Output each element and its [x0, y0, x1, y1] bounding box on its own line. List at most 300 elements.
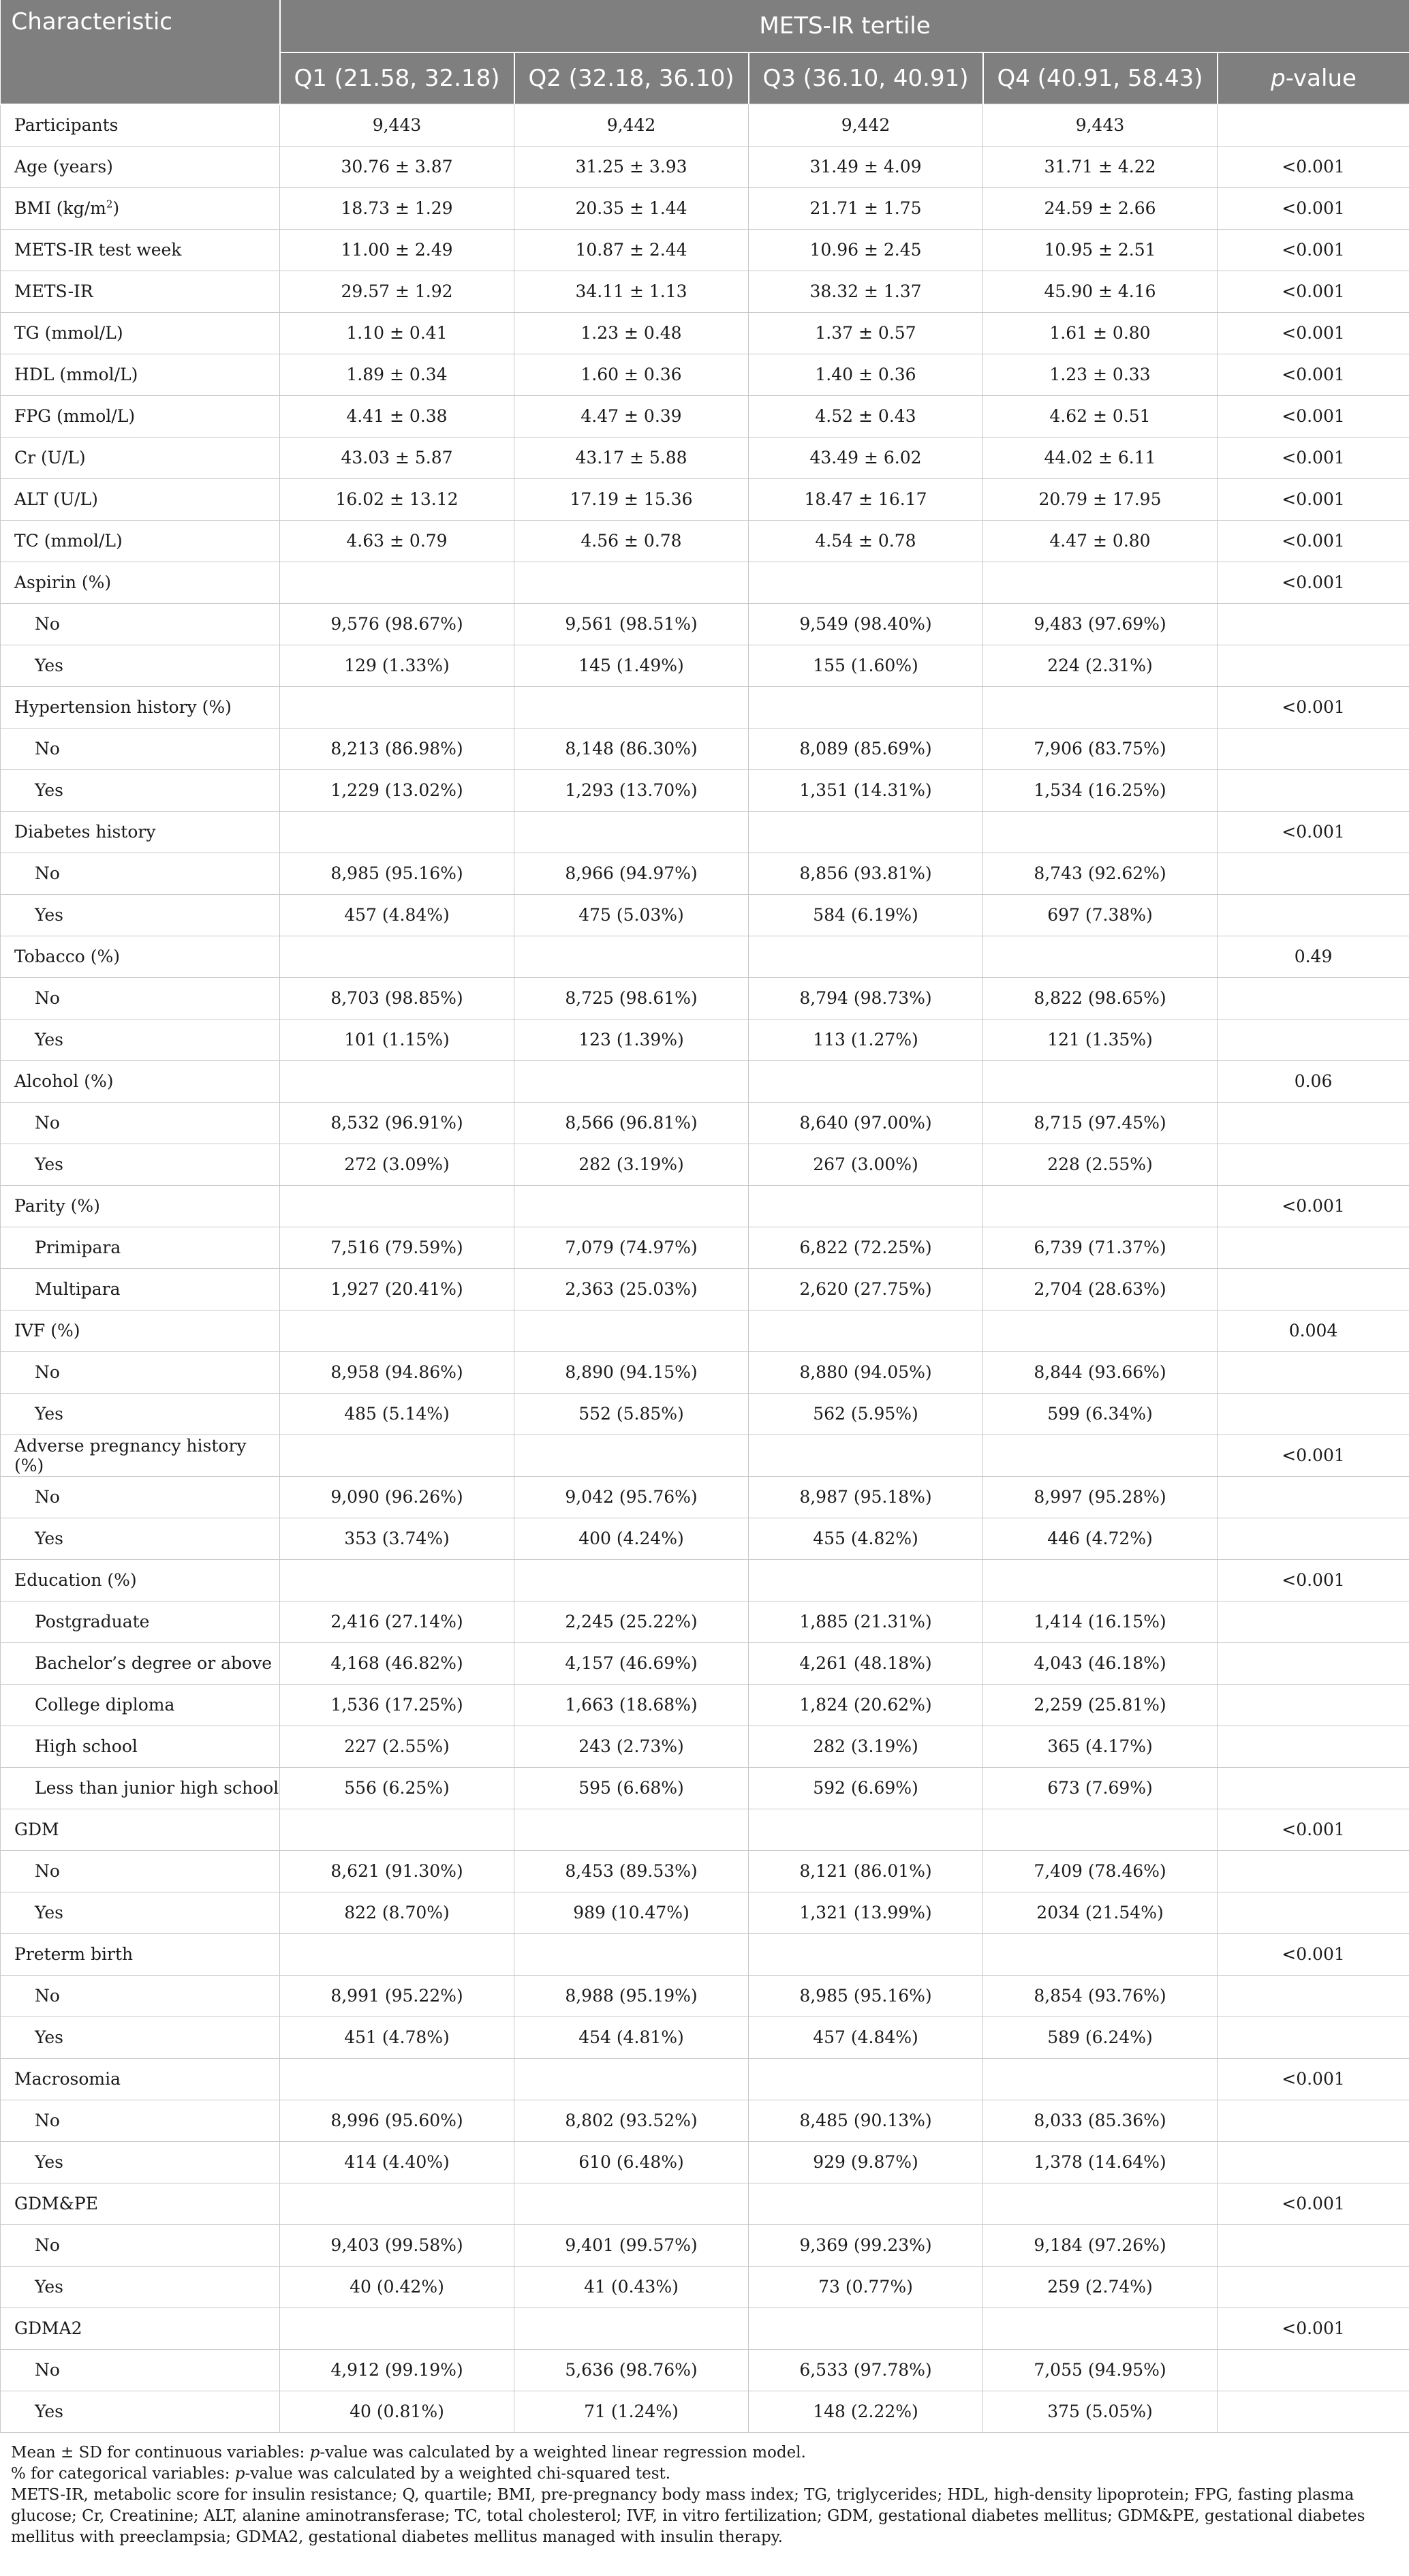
- cell-q2: 20.35 ± 1.44: [514, 187, 749, 229]
- cell-q2: 5,636 (98.76%): [514, 2349, 749, 2391]
- table-row: [1, 354, 1409, 395]
- cell-q4: [983, 1933, 1218, 1975]
- cell-pvalue: [1218, 853, 1409, 894]
- table-row: [1, 437, 1409, 478]
- cell-q4: [983, 686, 1218, 728]
- cell-pvalue: [1218, 104, 1409, 147]
- row-label: No: [1, 728, 280, 769]
- cell-pvalue: <0.001: [1218, 354, 1409, 395]
- cell-q3: [749, 1310, 983, 1351]
- column-header-q3: Q3 (36.10, 40.91): [749, 52, 983, 104]
- cell-q4: 9,184 (97.26%): [983, 2224, 1218, 2266]
- cell-q3: 43.49 ± 6.02: [749, 437, 983, 478]
- cell-pvalue: [1218, 1975, 1409, 2017]
- cell-q2: [514, 2058, 749, 2100]
- cell-q4: [983, 1435, 1218, 1476]
- row-label: No: [1, 853, 280, 894]
- cell-q1: 8,213 (86.98%): [280, 728, 514, 769]
- cell-q3: 455 (4.82%): [749, 1518, 983, 1559]
- cell-pvalue: <0.001: [1218, 187, 1409, 229]
- table-group-row: [1, 2307, 1409, 2349]
- cell-pvalue: [1218, 1850, 1409, 1892]
- cell-q2: 400 (4.24%): [514, 1518, 749, 1559]
- cell-q2: 4.47 ± 0.39: [514, 395, 749, 437]
- cell-q4: [983, 1559, 1218, 1601]
- cell-q1: [280, 562, 514, 603]
- cell-q1: [280, 1435, 514, 1476]
- row-label: TG (mmol/L): [1, 312, 280, 354]
- cell-q4: [983, 1310, 1218, 1351]
- table-row: [1, 1351, 1409, 1393]
- table-row: [1, 2224, 1409, 2266]
- cell-q1: 451 (4.78%): [280, 2017, 514, 2058]
- cell-pvalue: <0.001: [1218, 686, 1409, 728]
- cell-q3: [749, 1933, 983, 1975]
- cell-q3: 1.37 ± 0.57: [749, 312, 983, 354]
- cell-q1: 457 (4.84%): [280, 894, 514, 936]
- cell-q3: 10.96 ± 2.45: [749, 229, 983, 271]
- cell-q3: 1,824 (20.62%): [749, 1684, 983, 1726]
- table-row: [1, 2266, 1409, 2307]
- cell-pvalue: [1218, 977, 1409, 1019]
- cell-q4: [983, 936, 1218, 977]
- cell-pvalue: <0.001: [1218, 1809, 1409, 1850]
- cell-pvalue: [1218, 2017, 1409, 2058]
- cell-q3: 4.52 ± 0.43: [749, 395, 983, 437]
- cell-q2: 610 (6.48%): [514, 2141, 749, 2183]
- cell-q2: 8,988 (95.19%): [514, 1975, 749, 2017]
- table-row: [1, 853, 1409, 894]
- cell-q3: 1,351 (14.31%): [749, 769, 983, 811]
- cell-q3: 8,121 (86.01%): [749, 1850, 983, 1892]
- cell-q2: 71 (1.24%): [514, 2391, 749, 2432]
- cell-q3: 457 (4.84%): [749, 2017, 983, 2058]
- cell-q2: [514, 811, 749, 853]
- row-label: Macrosomia: [1, 2058, 280, 2100]
- row-label: Yes: [1, 1019, 280, 1060]
- table-group-row: [1, 1185, 1409, 1227]
- row-label: Parity (%): [1, 1185, 280, 1227]
- cell-q3: 155 (1.60%): [749, 645, 983, 686]
- cell-q1: 30.76 ± 3.87: [280, 146, 514, 187]
- cell-q1: 1,229 (13.02%): [280, 769, 514, 811]
- row-label: Tobacco (%): [1, 936, 280, 977]
- table-row: [1, 478, 1409, 520]
- cell-pvalue: <0.001: [1218, 2058, 1409, 2100]
- cell-q1: 227 (2.55%): [280, 1726, 514, 1767]
- cell-q3: 21.71 ± 1.75: [749, 187, 983, 229]
- cell-q3: [749, 1809, 983, 1850]
- cell-q3: 9,549 (98.40%): [749, 603, 983, 645]
- cell-pvalue: <0.001: [1218, 395, 1409, 437]
- cell-q2: 31.25 ± 3.93: [514, 146, 749, 187]
- cell-q2: [514, 1933, 749, 1975]
- row-label: GDMA2: [1, 2307, 280, 2349]
- cell-pvalue: [1218, 728, 1409, 769]
- cell-q4: 9,483 (97.69%): [983, 603, 1218, 645]
- cell-q3: [749, 2058, 983, 2100]
- table-row: [1, 769, 1409, 811]
- row-label: Adverse pregnancy history (%): [1, 1435, 280, 1476]
- row-label: Multipara: [1, 1268, 280, 1310]
- cell-q4: 1.61 ± 0.80: [983, 312, 1218, 354]
- cell-q3: [749, 562, 983, 603]
- cell-q2: [514, 1435, 749, 1476]
- table-group-row: [1, 1933, 1409, 1975]
- cell-q1: 4.63 ± 0.79: [280, 520, 514, 562]
- table-row: [1, 2017, 1409, 2058]
- cell-pvalue: <0.001: [1218, 1559, 1409, 1601]
- cell-q4: 45.90 ± 4.16: [983, 271, 1218, 312]
- cell-q4: 224 (2.31%): [983, 645, 1218, 686]
- cell-q3: 31.49 ± 4.09: [749, 146, 983, 187]
- characteristic-header: Characteristic: [1, 0, 280, 104]
- cell-q3: [749, 2183, 983, 2224]
- row-label: No: [1, 1351, 280, 1393]
- cell-q4: 24.59 ± 2.66: [983, 187, 1218, 229]
- cell-q1: 8,532 (96.91%): [280, 1102, 514, 1144]
- cell-q2: 282 (3.19%): [514, 1144, 749, 1185]
- cell-q4: [983, 2058, 1218, 2100]
- cell-q2: 123 (1.39%): [514, 1019, 749, 1060]
- cell-pvalue: [1218, 894, 1409, 936]
- cell-q3: 8,089 (85.69%): [749, 728, 983, 769]
- cell-q4: 8,033 (85.36%): [983, 2100, 1218, 2141]
- row-label: METS-IR: [1, 271, 280, 312]
- table-row: [1, 1892, 1409, 1933]
- pvalue-suffix: -value: [1285, 65, 1357, 92]
- cell-pvalue: <0.001: [1218, 811, 1409, 853]
- cell-q2: 1.23 ± 0.48: [514, 312, 749, 354]
- cell-q3: [749, 811, 983, 853]
- cell-pvalue: [1218, 1476, 1409, 1518]
- cell-q4: 8,743 (92.62%): [983, 853, 1218, 894]
- cell-pvalue: <0.001: [1218, 229, 1409, 271]
- cell-pvalue: <0.001: [1218, 437, 1409, 478]
- row-label: Yes: [1, 894, 280, 936]
- row-label: GDM: [1, 1809, 280, 1850]
- cell-q4: 1.23 ± 0.33: [983, 354, 1218, 395]
- cell-q4: 2034 (21.54%): [983, 1892, 1218, 1933]
- cell-q3: 8,485 (90.13%): [749, 2100, 983, 2141]
- cell-q1: 1,536 (17.25%): [280, 1684, 514, 1726]
- cell-q2: 41 (0.43%): [514, 2266, 749, 2307]
- cell-q1: 1.10 ± 0.41: [280, 312, 514, 354]
- table-header: [1, 0, 1409, 104]
- cell-q2: 4.56 ± 0.78: [514, 520, 749, 562]
- cell-q2: 10.87 ± 2.44: [514, 229, 749, 271]
- cell-pvalue: [1218, 1351, 1409, 1393]
- row-label: Cr (U/L): [1, 437, 280, 478]
- cell-pvalue: <0.001: [1218, 312, 1409, 354]
- table-row: [1, 894, 1409, 936]
- cell-q2: 1,663 (18.68%): [514, 1684, 749, 1726]
- cell-q2: 8,802 (93.52%): [514, 2100, 749, 2141]
- row-label: Yes: [1, 2141, 280, 2183]
- cell-q1: 29.57 ± 1.92: [280, 271, 514, 312]
- cell-q3: 9,442: [749, 104, 983, 147]
- cell-q1: 8,621 (91.30%): [280, 1850, 514, 1892]
- table-row: [1, 1144, 1409, 1185]
- cell-pvalue: [1218, 1227, 1409, 1268]
- row-label: Alcohol (%): [1, 1060, 280, 1102]
- cell-pvalue: <0.001: [1218, 562, 1409, 603]
- cell-q3: 18.47 ± 16.17: [749, 478, 983, 520]
- cell-q1: [280, 2058, 514, 2100]
- cell-pvalue: [1218, 1767, 1409, 1809]
- table-row: [1, 1476, 1409, 1518]
- row-label: No: [1, 1975, 280, 2017]
- table-group-row: [1, 1809, 1409, 1850]
- cell-pvalue: [1218, 1144, 1409, 1185]
- cell-q4: 7,055 (94.95%): [983, 2349, 1218, 2391]
- cell-q3: 8,880 (94.05%): [749, 1351, 983, 1393]
- cell-q3: 592 (6.69%): [749, 1767, 983, 1809]
- cell-pvalue: [1218, 2100, 1409, 2141]
- row-label: High school: [1, 1726, 280, 1767]
- row-label: No: [1, 977, 280, 1019]
- cell-q4: 6,739 (71.37%): [983, 1227, 1218, 1268]
- row-label: Yes: [1, 769, 280, 811]
- row-label: Yes: [1, 1393, 280, 1435]
- cell-pvalue: [1218, 2391, 1409, 2432]
- cell-q3: 282 (3.19%): [749, 1726, 983, 1767]
- cell-q4: 121 (1.35%): [983, 1019, 1218, 1060]
- cell-q2: [514, 562, 749, 603]
- cell-q3: [749, 1185, 983, 1227]
- pvalue-italic-p: p: [1271, 65, 1286, 92]
- cell-q2: 8,566 (96.81%): [514, 1102, 749, 1144]
- cell-q1: [280, 2183, 514, 2224]
- cell-q4: 2,704 (28.63%): [983, 1268, 1218, 1310]
- cell-q1: 4.41 ± 0.38: [280, 395, 514, 437]
- table-row: [1, 728, 1409, 769]
- table-row: [1, 1975, 1409, 2017]
- cell-q4: 1,414 (16.15%): [983, 1601, 1218, 1642]
- cell-q4: 2,259 (25.81%): [983, 1684, 1218, 1726]
- cell-q4: 375 (5.05%): [983, 2391, 1218, 2432]
- row-label: Diabetes history: [1, 811, 280, 853]
- cell-q2: [514, 686, 749, 728]
- cell-q3: 6,533 (97.78%): [749, 2349, 983, 2391]
- cell-pvalue: <0.001: [1218, 146, 1409, 187]
- table-group-row: [1, 686, 1409, 728]
- row-label: College diploma: [1, 1684, 280, 1726]
- cell-q2: 1.60 ± 0.36: [514, 354, 749, 395]
- cell-q4: 228 (2.55%): [983, 1144, 1218, 1185]
- column-header-q2: Q2 (32.18, 36.10): [514, 52, 749, 104]
- cell-pvalue: 0.06: [1218, 1060, 1409, 1102]
- cell-q4: 8,844 (93.66%): [983, 1351, 1218, 1393]
- cell-q4: 599 (6.34%): [983, 1393, 1218, 1435]
- cell-pvalue: <0.001: [1218, 271, 1409, 312]
- table-group-row: [1, 2183, 1409, 2224]
- cell-q4: 8,715 (97.45%): [983, 1102, 1218, 1144]
- cell-pvalue: <0.001: [1218, 2307, 1409, 2349]
- cell-q1: 9,576 (98.67%): [280, 603, 514, 645]
- table-row: [1, 312, 1409, 354]
- cell-q1: 4,912 (99.19%): [280, 2349, 514, 2391]
- cell-q4: 697 (7.38%): [983, 894, 1218, 936]
- cell-pvalue: <0.001: [1218, 520, 1409, 562]
- cell-q3: [749, 2307, 983, 2349]
- cell-q2: 8,148 (86.30%): [514, 728, 749, 769]
- cell-q4: 4.62 ± 0.51: [983, 395, 1218, 437]
- cell-q1: [280, 1933, 514, 1975]
- cell-q1: 9,403 (99.58%): [280, 2224, 514, 2266]
- row-label: Preterm birth: [1, 1933, 280, 1975]
- cell-q2: 2,245 (25.22%): [514, 1601, 749, 1642]
- cell-q4: [983, 2307, 1218, 2349]
- table-row: [1, 520, 1409, 562]
- cell-q1: 822 (8.70%): [280, 1892, 514, 1933]
- row-label: Yes: [1, 1144, 280, 1185]
- cell-q1: 353 (3.74%): [280, 1518, 514, 1559]
- cell-pvalue: [1218, 1019, 1409, 1060]
- row-label: Yes: [1, 645, 280, 686]
- table-row: [1, 1726, 1409, 1767]
- table-row: [1, 1268, 1409, 1310]
- cell-q1: [280, 936, 514, 977]
- cell-q3: 73 (0.77%): [749, 2266, 983, 2307]
- table-row: [1, 1601, 1409, 1642]
- row-label: No: [1, 603, 280, 645]
- table-row: [1, 2391, 1409, 2432]
- cell-q4: 44.02 ± 6.11: [983, 437, 1218, 478]
- table-row: [1, 977, 1409, 1019]
- cell-pvalue: [1218, 1601, 1409, 1642]
- cell-pvalue: [1218, 1642, 1409, 1684]
- cell-q2: 9,042 (95.76%): [514, 1476, 749, 1518]
- table-row: [1, 1850, 1409, 1892]
- row-label: FPG (mmol/L): [1, 395, 280, 437]
- cell-q3: 929 (9.87%): [749, 2141, 983, 2183]
- cell-q2: 2,363 (25.03%): [514, 1268, 749, 1310]
- cell-pvalue: 0.49: [1218, 936, 1409, 977]
- row-label: No: [1, 1102, 280, 1144]
- cell-pvalue: <0.001: [1218, 1933, 1409, 1975]
- row-label: Yes: [1, 1892, 280, 1933]
- cell-q3: [749, 936, 983, 977]
- footnote-continuous: Mean ± SD for continuous variables: p-value was calculated by a weighted linear regression model.: [11, 2443, 806, 2462]
- cell-q2: 4,157 (46.69%): [514, 1642, 749, 1684]
- table-row: [1, 146, 1409, 187]
- cell-q1: 7,516 (79.59%): [280, 1227, 514, 1268]
- cell-q4: [983, 1060, 1218, 1102]
- cell-q2: [514, 1809, 749, 1850]
- table-row: [1, 645, 1409, 686]
- cell-pvalue: <0.001: [1218, 2183, 1409, 2224]
- cell-q2: 9,401 (99.57%): [514, 2224, 749, 2266]
- row-label: Yes: [1, 2266, 280, 2307]
- row-label: HDL (mmol/L): [1, 354, 280, 395]
- cell-q2: [514, 1310, 749, 1351]
- cell-pvalue: 0.004: [1218, 1310, 1409, 1351]
- cell-q2: 1,293 (13.70%): [514, 769, 749, 811]
- row-label: Aspirin (%): [1, 562, 280, 603]
- cell-q2: 43.17 ± 5.88: [514, 437, 749, 478]
- cell-q4: 1,534 (16.25%): [983, 769, 1218, 811]
- row-label: Less than junior high school: [1, 1767, 280, 1809]
- row-label: Age (years): [1, 146, 280, 187]
- cell-q1: 43.03 ± 5.87: [280, 437, 514, 478]
- cell-q3: 1,885 (21.31%): [749, 1601, 983, 1642]
- cell-q3: 562 (5.95%): [749, 1393, 983, 1435]
- cell-q1: [280, 811, 514, 853]
- row-label: ALT (U/L): [1, 478, 280, 520]
- cell-q1: 556 (6.25%): [280, 1767, 514, 1809]
- table-row: [1, 395, 1409, 437]
- cell-q4: 9,443: [983, 104, 1218, 147]
- table-row: [1, 187, 1409, 229]
- cell-q2: 454 (4.81%): [514, 2017, 749, 2058]
- row-label: No: [1, 1850, 280, 1892]
- table-group-row: [1, 1435, 1409, 1476]
- table-row: [1, 2349, 1409, 2391]
- cell-q2: 243 (2.73%): [514, 1726, 749, 1767]
- row-label: Bachelor’s degree or above: [1, 1642, 280, 1684]
- table-row: [1, 1019, 1409, 1060]
- cell-pvalue: [1218, 1726, 1409, 1767]
- cell-q1: 18.73 ± 1.29: [280, 187, 514, 229]
- column-header-pvalue: [1218, 52, 1409, 104]
- tertile-group-header: METS-IR tertile: [280, 0, 1409, 52]
- cell-pvalue: [1218, 1518, 1409, 1559]
- cell-q4: [983, 562, 1218, 603]
- cell-q3: [749, 1559, 983, 1601]
- cell-q1: 9,090 (96.26%): [280, 1476, 514, 1518]
- table-group-row: [1, 1310, 1409, 1351]
- table-group-row: [1, 811, 1409, 853]
- cell-q1: 8,703 (98.85%): [280, 977, 514, 1019]
- cell-q1: 8,991 (95.22%): [280, 1975, 514, 2017]
- cell-q3: 38.32 ± 1.37: [749, 271, 983, 312]
- table-row: [1, 229, 1409, 271]
- cell-pvalue: [1218, 769, 1409, 811]
- table-row: [1, 1767, 1409, 1809]
- table-row: [1, 2141, 1409, 2183]
- cell-pvalue: [1218, 2224, 1409, 2266]
- cell-pvalue: [1218, 1892, 1409, 1933]
- row-label: IVF (%): [1, 1310, 280, 1351]
- cell-q3: 8,640 (97.00%): [749, 1102, 983, 1144]
- cell-pvalue: [1218, 603, 1409, 645]
- cell-pvalue: <0.001: [1218, 1185, 1409, 1227]
- cell-q1: [280, 1310, 514, 1351]
- cell-q3: 1,321 (13.99%): [749, 1892, 983, 1933]
- cell-q2: [514, 1060, 749, 1102]
- cell-q4: 10.95 ± 2.51: [983, 229, 1218, 271]
- cell-q2: [514, 1559, 749, 1601]
- cell-q1: 4,168 (46.82%): [280, 1642, 514, 1684]
- table-group-row: [1, 1060, 1409, 1102]
- cell-q2: 475 (5.03%): [514, 894, 749, 936]
- cell-q1: 11.00 ± 2.49: [280, 229, 514, 271]
- cell-q4: [983, 811, 1218, 853]
- cell-q3: 9,369 (99.23%): [749, 2224, 983, 2266]
- row-label: METS-IR test week: [1, 229, 280, 271]
- cell-q2: 34.11 ± 1.13: [514, 271, 749, 312]
- cell-q4: 8,997 (95.28%): [983, 1476, 1218, 1518]
- cell-q1: 2,416 (27.14%): [280, 1601, 514, 1642]
- cell-pvalue: [1218, 1393, 1409, 1435]
- cell-q1: [280, 1559, 514, 1601]
- cell-q1: [280, 1060, 514, 1102]
- cell-q4: 4.47 ± 0.80: [983, 520, 1218, 562]
- cell-q3: 148 (2.22%): [749, 2391, 983, 2432]
- table-row: [1, 1227, 1409, 1268]
- cell-q2: 552 (5.85%): [514, 1393, 749, 1435]
